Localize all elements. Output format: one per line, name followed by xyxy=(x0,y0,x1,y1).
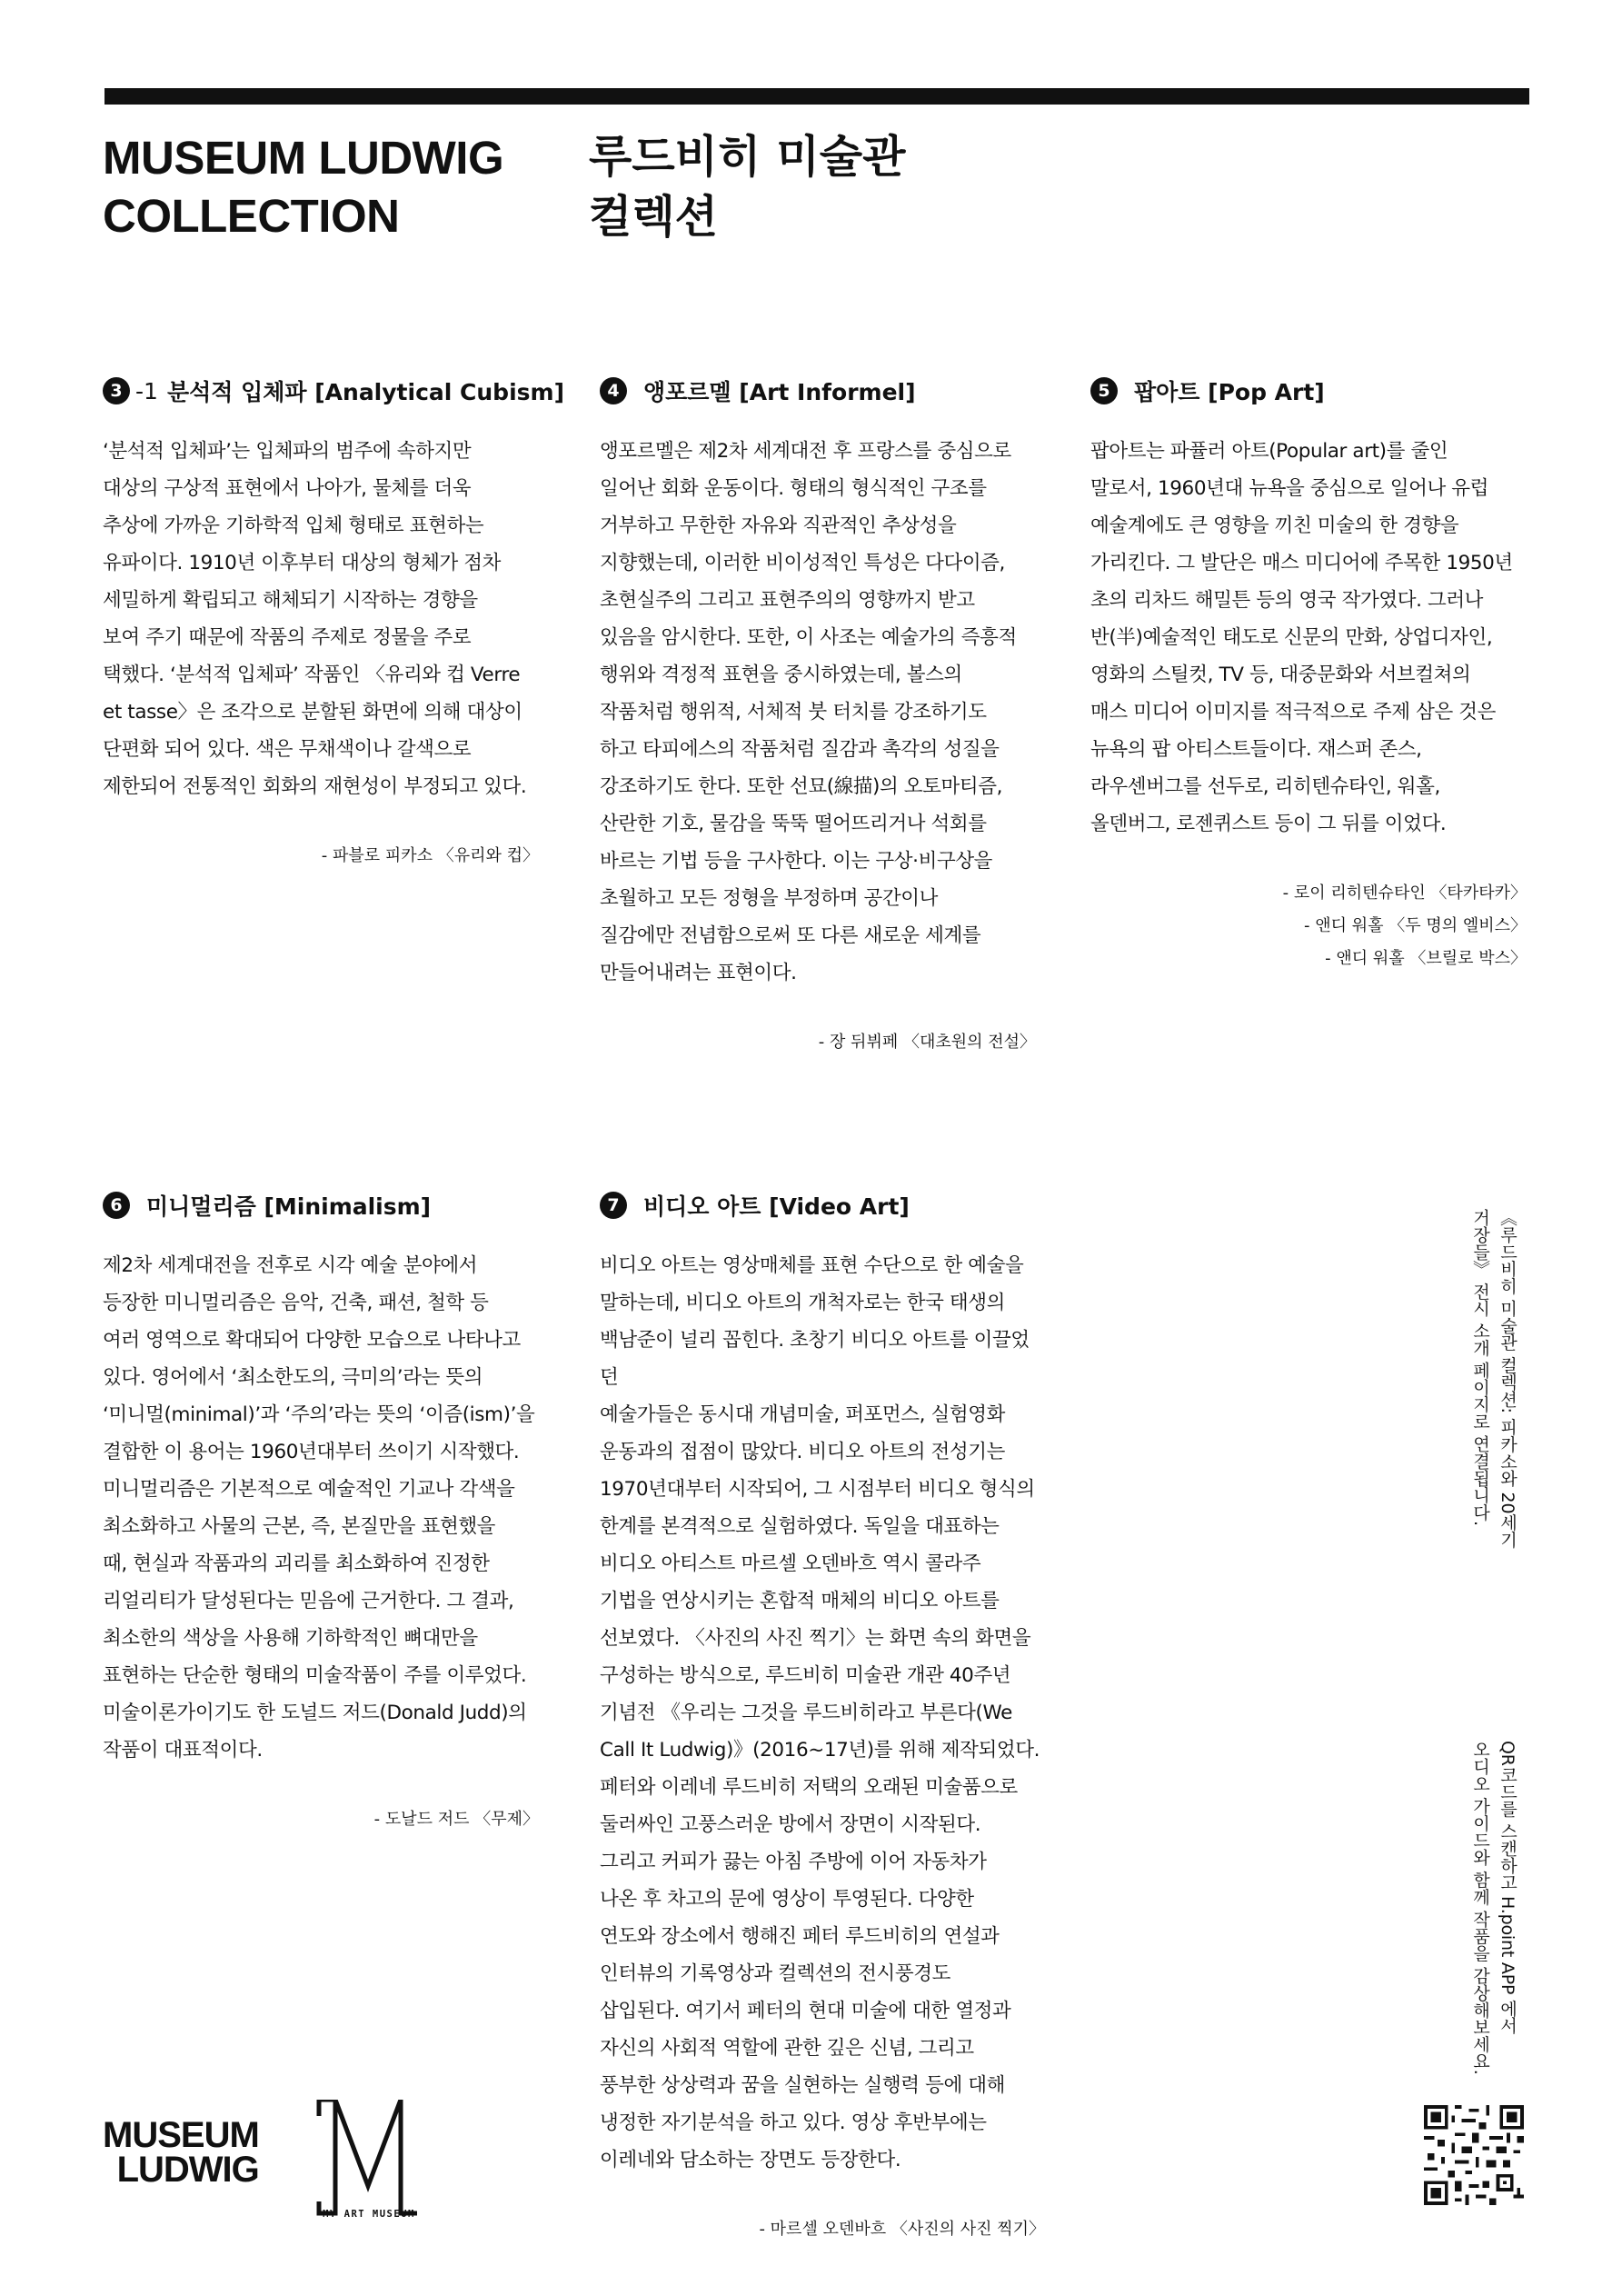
section-body: 비디오 아트는 영상매체를 표현 수단으로 한 예술을 말하는데, 비디오 아트의 개척자로는 한국 태생의 백남준이 널리 꼽힌다. 초창기 비디오 아트를 이끌었던 예술가들은 동시대 개념미술, 퍼포먼스, 실험영화 운동과의 접점이 많았다. 비디오 아트의 전성기는 1970년대부터 시작되어, 그 시점부터 비디오 형식의 한계를 본격적으로 실험하였다. 독일을 대표하는 비디오 아티스트 마르셀 오덴바흐 역시 콜라주 기법을 연상시키는 혼합적 매체의 비디오 아트를 선보였다. 〈사진의 사진 찍기〉는 화면 속의 화면을 구성하는 방식으로, 루드비히 미술관 개관 40주년 기념전 《우리는 그것을 루드비히라고 부른다(We Call It Ludwig)》(2016~17년)를 위해 제작되었다. 페터와 이레네 루드비히 저택의 오래된 미술품으로 둘러싸인 고풍스러운 방에서 장면이 시작된다. 그리고 커피가 끓는 아침 주방에 이어 자동차가 나온 후 차고의 문에 영상이 투영된다. 다양한 연도와 장소에서 행해진 페터 루드비히의 연설과 인터뷰의 기록영상과 컬렉션의 전시풍경도 삽입된다. 여기서 페터의 현대 미술에 대한 열정과 자신의 사회적 역할에 관한 깊은 신념, 그리고 풍부한 상상력과 꿈을 실현하는 실행력 등에 대해 냉정한 자기분석을 하고 있다. 영상 후반부에는 이레네와 담소하는 장면도 등장한다. xyxy=(600,1254,1040,2171)
section-title: 앵포르멜 [Art Informel] xyxy=(643,379,916,405)
section-number-badge: 3 xyxy=(103,377,130,404)
section-body: 제2차 세계대전을 전후로 시각 예술 분야에서 등장한 미니멀리즘은 음악, 건축, 패션, 철학 등 여러 영역으로 확대되어 다양한 모습으로 나타나고 있다. 영어에서 ‘최소한도의, 극미의’라는 뜻의 ‘미니멀(minimal)’과 ‘주의’라는 뜻의 ‘이즘(ism)’을 결합한 이 용어는 1960년대부터 쓰이기 시작했다. 미니멀리즘은 기본적으로 예술적인 기교나 각색을 최소화하고 사물의 근본, 즉, 본질만을 표현했을 때, 현실과 작품과의 괴리를 최소화하여 진정한 리얼리티가 달성된다는 믿음에 근거한다. 그 결과, 최소한의 색상을 사용해 기하학적인 뼈대만을 표현하는 단순한 형태의 미술작품이 주를 이루었다. 미술이론가이기도 한 도널드 저드(Donald Judd)의 작품이 대표적이다. xyxy=(103,1254,535,1762)
section-number-suffix: -1 xyxy=(135,377,158,404)
artwork-credit: - 파블로 피카소 〈유리와 컵〉 xyxy=(321,846,539,865)
top-rule xyxy=(104,88,1529,105)
artwork-credit: - 앤디 워홀 〈두 명의 엘비스〉 xyxy=(1304,916,1527,935)
artwork-credit: - 앤디 워홀 〈브릴로 박스〉 xyxy=(1325,949,1527,968)
qr-instruction-note: QR코드를 스캔하고 H.point APP 에서 오디오 가이드와 함께 작품을 감상해보세요. xyxy=(1470,1741,1518,2075)
museum-ludwig-logo: MUSEUM LUDWIG xyxy=(103,2115,259,2190)
artwork-credit: - 로이 리히텐슈타인 〈타카타카〉 xyxy=(1282,883,1527,903)
qr-code[interactable] xyxy=(1424,2105,1524,2205)
section-heading xyxy=(600,1187,1045,1223)
exhibition-link-note: 《루드비히 미술관 컬렉션: 피카소와 20세기 거장들》 전시 소개 페이지로 연결됩니다. xyxy=(1470,1209,1518,1548)
section-number-badge: 5 xyxy=(1090,377,1118,404)
section-number-badge: 7 xyxy=(600,1192,627,1219)
artwork-credits xyxy=(103,840,539,873)
section-body: 앵포르멜은 제2차 세계대전 후 프랑스를 중심으로 일어난 회화 운동이다. 형태의 형식적인 구조를 거부하고 무한한 자유와 직관적인 추상성을 지향했는데, 이러한 비이성적인 특성은 다다이즘, 초현실주의 그리고 표현주의의 영향까지 받고 있음을 암시한다. 또한, 이 사조는 예술가의 즉흥적 행위와 격정적 표현을 중시하였는데, 볼스의 작품처럼 행위적, 서체적 붓 터치를 강조하기도 하고 타피에스의 작품처럼 질감과 촉각의 성질을 강조하기도 한다. 또한 선묘(線描)의 오토마티즘, 산란한 기호, 물감을 뚝뚝 떨어뜨리거나 석회를 바르는 기법 등을 구사한다. 이는 구상·비구상을 초월하고 모든 정형을 부정하며 공간이나 질감에만 전념함으로써 또 다른 새로운 세계를 만들어내려는 표현이다. xyxy=(600,440,1017,984)
artwork-credits xyxy=(600,1026,1036,1059)
section-title: 분석적 입체파 [Analytical Cubism] xyxy=(166,379,565,405)
section-number-badge: 4 xyxy=(600,377,627,404)
section-title: 팝아트 [Pop Art] xyxy=(1134,379,1325,405)
page-title-korean: 루드비히 미술관 컬렉션 xyxy=(589,131,906,243)
section-body: 팝아트는 파퓰러 아트(Popular art)를 줄인 말로서, 1960년대 뉴욕을 중심으로 일어나 유럽 예술계에도 큰 영향을 끼친 미술의 한 경향을 가리킨다. 그 발단은 매스 미디어에 주목한 1950년 초의 리차드 해밀튼 등의 영국 작가였다. 그러나 반(半)예술적인 태도로 신문의 만화, 상업디자인, 영화의 스틸컷, TV 등, 대중문화와 서브컬쳐의 매스 미디어 이미지를 적극적으로 주제 삼은 것은 뉴욕의 팝 아티스트들이다. 재스퍼 존스, 라우센버그를 선두로, 리히텐슈타인, 워홀, 올덴버그, 로젠퀴스트 등이 그 뒤를 이었다. xyxy=(1090,440,1513,835)
section-art-informel xyxy=(600,373,1036,1059)
section-heading xyxy=(103,373,565,409)
artwork-credit: - 마르셀 오덴바흐 〈사진의 사진 찍기〉 xyxy=(759,2220,1045,2239)
section-minimalism xyxy=(103,1187,539,1836)
page-title-english: MUSEUM LUDWIG COLLECTION xyxy=(103,132,504,242)
section-video-art xyxy=(600,1187,1045,2246)
artwork-credit: - 도날드 저드 〈무제〉 xyxy=(373,1810,539,1829)
my-art-museum-caption: MY ART MUSEUM xyxy=(323,2209,415,2220)
section-heading xyxy=(103,1187,539,1223)
section-number-badge: 6 xyxy=(103,1192,130,1219)
section-title: 미니멀리즘 [Minimalism] xyxy=(146,1193,432,1220)
artwork-credit: - 장 뒤뷔페 〈대초원의 전설〉 xyxy=(818,1033,1036,1052)
artwork-credits xyxy=(103,1803,539,1836)
my-art-museum-logo-icon xyxy=(313,2100,423,2218)
section-heading xyxy=(600,373,1036,409)
section-body: ‘분석적 입체파’는 입체파의 범주에 속하지만 대상의 구상적 표현에서 나아가, 물체를 더욱 추상에 가까운 기하학적 입체 형태로 표현하는 유파이다. 1910년 이후부터 대상의 형체가 점차 세밀하게 확립되고 해체되기 시작하는 경향을 보여 주기 때문에 작품의 주제로 정물을 주로 택했다. ‘분석적 입체파’ 작품인 〈유리와 컵 Verre et tasse〉은 조각으로 분할된 화면에 의해 대상이 단편화 되어 있다. 색은 무채색이나 갈색으로 제한되어 전통적인 회화의 재현성이 부정되고 있다. xyxy=(103,440,527,798)
artwork-credits xyxy=(600,2213,1045,2246)
section-analytical-cubism xyxy=(103,373,565,873)
section-heading xyxy=(1090,373,1527,409)
section-pop-art xyxy=(1090,373,1527,975)
artwork-credits xyxy=(1090,877,1527,975)
section-title: 비디오 아트 [Video Art] xyxy=(643,1193,910,1220)
